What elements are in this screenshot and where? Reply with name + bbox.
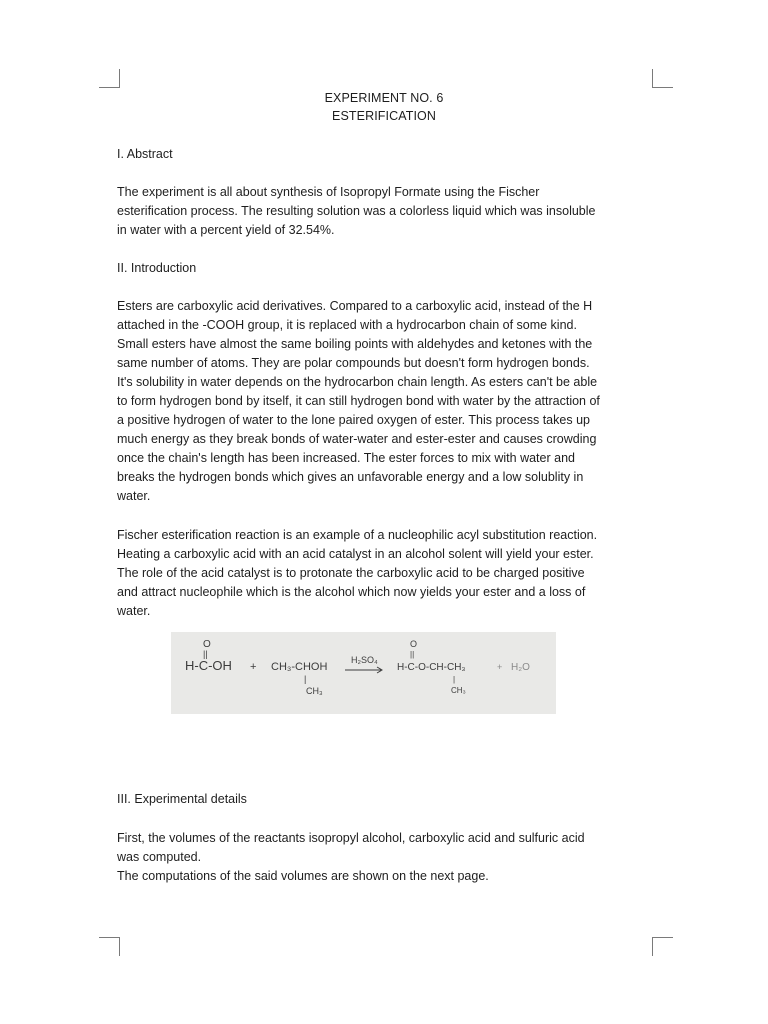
- ester-double-bond: ||: [410, 650, 415, 659]
- text-line: Esters are carboxylic acid derivatives. Compared to a carboxylic acid, instead of the H: [117, 299, 593, 313]
- text-line: Fischer esterification reaction is an example of a nucleophilic acyl substitution reaction.: [117, 528, 598, 542]
- ester-methyl-group: CH₃: [451, 686, 466, 695]
- document-title: EXPERIMENT NO. 6: [324, 91, 444, 105]
- text-line: Small esters have almost the same boiling points with aldehydes and ketones with the: [117, 337, 593, 351]
- text-line: a positive hydrogen of water to the lone paired oxygen of ester. This process takes up: [117, 413, 590, 427]
- ester-branch-bond: |: [453, 675, 456, 684]
- isopropyl-alcohol: CH₃-CHOH: [271, 661, 328, 673]
- text-line: once the chain's length has been increased. The ester forces to mix with water and: [117, 451, 575, 465]
- text-line: was computed.: [117, 850, 202, 864]
- isopropyl-formate: H-C-O-CH-CH₃: [397, 662, 466, 673]
- experimental-details-heading: III. Experimental details: [117, 792, 247, 806]
- text-line: water.: [117, 604, 151, 618]
- alcohol-methyl-group: CH₃: [306, 686, 323, 696]
- reaction-equation-drawing: [171, 632, 556, 714]
- alcohol-branch-bond: |: [304, 674, 307, 684]
- text-line: in water with a percent yield of 32.54%.: [117, 223, 335, 237]
- water-molecule: H₂O: [511, 662, 530, 673]
- catalyst-label: H₂SO₄: [351, 655, 378, 665]
- crop-mark-top-left: [99, 69, 120, 88]
- text-line: The experiment is all about synthesis of Isopropyl Formate using the Fischer: [117, 185, 540, 199]
- text-line: It's solubility in water depends on the hydrocarbon chain length. As esters can't be able: [117, 375, 598, 389]
- text-line: to form hydrogen bond by itself, it can still hydrogen bond with water by the attraction of: [117, 394, 600, 408]
- text-line: attached in the -COOH group, it is replaced with a hydrocarbon chain of some kind.: [117, 318, 577, 332]
- plus-sign: +: [497, 662, 503, 672]
- introduction-heading: II. Introduction: [117, 261, 197, 275]
- crop-mark-top-right: [652, 69, 673, 88]
- ester-carbonyl-oxygen: O: [410, 639, 418, 649]
- experimental-details-paragraph: [117, 829, 657, 886]
- text-line: and attract nucleophile which is the alcohol which now yields your ester and a loss of: [117, 585, 586, 599]
- text-line: Heating a carboxylic acid with an acid catalyst in an alcohol solent will yield your ester.: [117, 547, 594, 561]
- text-line: esterification process. The resulting solution was a colorless liquid which was insoluble: [117, 204, 596, 218]
- acid-carbonyl-oxygen: O: [203, 639, 211, 650]
- text-line: The role of the acid catalyst is to protonate the carboxylic acid to be charged positive: [117, 566, 585, 580]
- text-line: same number of atoms. They are polar compounds but doesn't form hydrogen bonds.: [117, 356, 590, 370]
- reaction-equation-image: [171, 632, 556, 714]
- formic-acid: H-C-OH: [185, 658, 232, 673]
- document-subtitle: ESTERIFICATION: [332, 109, 436, 123]
- introduction-paragraph-1: [117, 297, 657, 506]
- acid-double-bond: ||: [203, 649, 208, 659]
- crop-mark-bottom-left: [99, 937, 120, 956]
- abstract-paragraph: [117, 183, 657, 240]
- crop-mark-bottom-right: [652, 937, 673, 956]
- text-line: The computations of the said volumes are shown on the next page.: [117, 869, 489, 883]
- text-line: much energy as they break bonds of water-water and ester-ester and causes crowding: [117, 432, 597, 446]
- text-line: water.: [117, 489, 151, 503]
- introduction-paragraph-2: [117, 526, 657, 621]
- abstract-heading: I. Abstract: [117, 147, 173, 161]
- text-line: breaks the hydrogen bonds which gives an unfavorable energy and a low solublity in: [117, 470, 584, 484]
- plus-sign: +: [250, 661, 257, 673]
- text-line: First, the volumes of the reactants isopropyl alcohol, carboxylic acid and sulfuric acid: [117, 831, 585, 845]
